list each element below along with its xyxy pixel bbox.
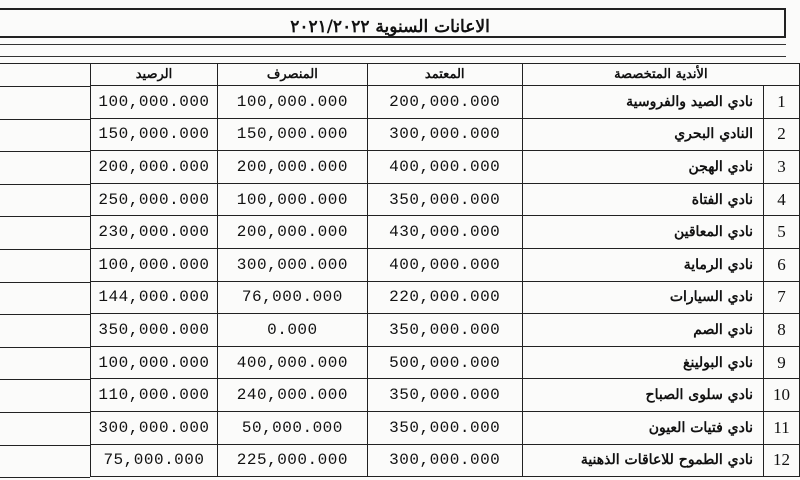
spent-cell: 50,000.000 (217, 411, 367, 444)
balance-cell: 144,000.000 (91, 281, 218, 314)
row-number-cell: 5 (764, 216, 800, 249)
row-number-cell: 3 (764, 151, 800, 184)
spent-cell: 225,000.000 (217, 444, 367, 477)
table-row (91, 281, 800, 314)
table-row (91, 379, 800, 412)
table-row (91, 118, 800, 151)
balance-cell: 300,000.000 (91, 411, 218, 444)
table-row (91, 216, 800, 249)
club-name-cell: نادي الصيد والفروسية (522, 86, 763, 119)
margin-rule (0, 347, 90, 348)
approved-cell: 400,000.000 (367, 248, 522, 281)
balance-cell: 75,000.000 (91, 444, 218, 477)
spent-cell: 76,000.000 (217, 281, 367, 314)
table-row (91, 183, 800, 216)
table-row (91, 411, 800, 444)
margin-rule (0, 119, 90, 120)
approved-cell: 350,000.000 (367, 314, 522, 347)
approved-cell: 400,000.000 (367, 151, 522, 184)
approved-cell: 350,000.000 (367, 183, 522, 216)
balance-cell: 230,000.000 (91, 216, 218, 249)
table-row (91, 314, 800, 347)
column-header-spent: المنصرف (217, 64, 367, 86)
row-number-cell: 11 (764, 411, 800, 444)
club-name-cell: نادي الفتاة (522, 183, 763, 216)
balance-cell: 150,000.000 (91, 118, 218, 151)
approved-cell: 500,000.000 (367, 346, 522, 379)
spent-cell: 300,000.000 (217, 248, 367, 281)
margin-rule (0, 86, 90, 87)
margin-rule (0, 184, 90, 185)
row-number-cell: 7 (764, 281, 800, 314)
row-number-cell: 6 (764, 248, 800, 281)
approved-cell: 350,000.000 (367, 379, 522, 412)
club-name-cell: نادي الصم (522, 314, 763, 347)
margin-rule (0, 412, 90, 413)
balance-cell: 250,000.000 (91, 183, 218, 216)
spent-cell: 200,000.000 (217, 151, 367, 184)
margin-rule (0, 445, 90, 446)
club-name-cell: نادي المعاقين (522, 216, 763, 249)
subsidies-table (90, 63, 800, 477)
balance-cell: 100,000.000 (91, 346, 218, 379)
table-row (91, 151, 800, 184)
spent-cell: 0.000 (217, 314, 367, 347)
club-name-cell: نادي الرماية (522, 248, 763, 281)
spent-cell: 240,000.000 (217, 379, 367, 412)
column-header-balance: الرصيد (91, 64, 218, 86)
balance-cell: 350,000.000 (91, 314, 218, 347)
row-number-cell: 4 (764, 183, 800, 216)
margin-rule (0, 249, 90, 250)
column-header-approved: المعتمد (367, 64, 522, 86)
left-margin-lines (0, 63, 90, 474)
table-row (91, 248, 800, 281)
spent-cell: 200,000.000 (217, 216, 367, 249)
club-name-cell: نادي السيارات (522, 281, 763, 314)
column-header-clubs: الأندية المتخصصة (522, 64, 799, 86)
row-number-cell: 10 (764, 379, 800, 412)
approved-cell: 220,000.000 (367, 281, 522, 314)
balance-cell: 100,000.000 (91, 248, 218, 281)
club-name-cell: نادي سلوى الصباح (522, 379, 763, 412)
club-name-cell: نادي فتيات العيون (522, 411, 763, 444)
margin-rule (0, 314, 90, 315)
spent-cell: 100,000.000 (217, 183, 367, 216)
row-number-cell: 12 (764, 444, 800, 477)
title-box (0, 8, 786, 38)
table-header-row (91, 64, 800, 86)
row-number-cell: 8 (764, 314, 800, 347)
row-number-cell: 9 (764, 346, 800, 379)
approved-cell: 300,000.000 (367, 444, 522, 477)
approved-cell: 430,000.000 (367, 216, 522, 249)
table-row (91, 444, 800, 477)
page-title: الاعانات السنوية ٢٠٢١/٢٠٢٢ (290, 17, 490, 37)
row-number-cell: 2 (764, 118, 800, 151)
divider-line (0, 44, 786, 45)
row-number-cell: 1 (764, 86, 800, 119)
margin-rule (0, 477, 90, 478)
margin-rule (0, 151, 90, 152)
balance-cell: 100,000.000 (91, 86, 218, 119)
spent-cell: 100,000.000 (217, 86, 367, 119)
balance-cell: 110,000.000 (91, 379, 218, 412)
margin-rule (0, 379, 90, 380)
balance-cell: 200,000.000 (91, 151, 218, 184)
table-row (91, 86, 800, 119)
club-name-cell: النادي البحري (522, 118, 763, 151)
spent-cell: 150,000.000 (217, 118, 367, 151)
club-name-cell: نادي الطموح للاعاقات الذهنية (522, 444, 763, 477)
divider-line (0, 56, 786, 57)
club-name-cell: نادي الهجن (522, 151, 763, 184)
table-body (91, 86, 800, 477)
margin-rule (0, 282, 90, 283)
club-name-cell: نادي البولينغ (522, 346, 763, 379)
table-row (91, 346, 800, 379)
approved-cell: 350,000.000 (367, 411, 522, 444)
spent-cell: 400,000.000 (217, 346, 367, 379)
approved-cell: 200,000.000 (367, 86, 522, 119)
margin-rule (0, 216, 90, 217)
approved-cell: 300,000.000 (367, 118, 522, 151)
